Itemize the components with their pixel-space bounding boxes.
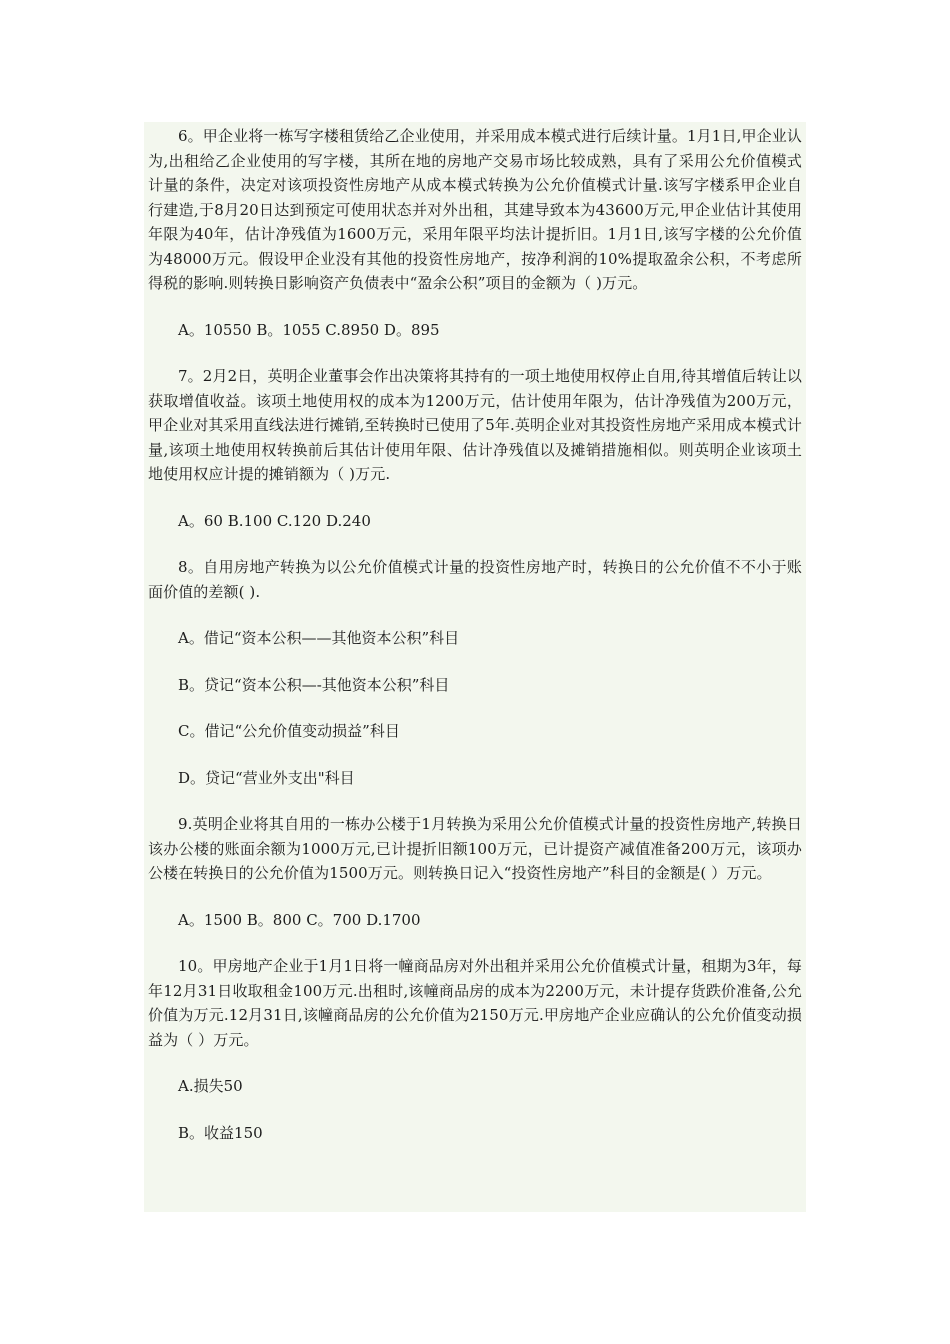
question-9-stem: 9.英明企业将其自用的一栋办公楼于1月转换为采用公允价值模式计量的投资性房地产,转换日该办公楼的账面余额为1000万元,已计提折旧额100万元，已计提资产减值准备200万元，该项办公楼在转换日的公允价值为1500万元。则转换日记入“投资性房地产”科目的金额是( ）万元。 [148, 815, 802, 882]
question-7-stem: 7。2月2日，英明企业董事会作出决策将其持有的一项土地使用权停止自用,待其增值后转让以获取增值收益。该项土地使用权的成本为1200万元，估计使用年限为，估计净残值为200万元，甲企业对其采用直线法进行摊销,至转换时已使用了5年.英明企业对其投资性房地产采用成本模式计量,该项土地使用权转换前后其估计使用年限、估计净残值以及摊销措施相似。则英明企业该项土地使用权应计提的摊销额为（ )万元. [148, 367, 802, 483]
document-content [144, 122, 806, 1212]
question-9-options: A。1500 B。800 C。700 D.1700 [178, 910, 421, 929]
question-8-option-c: C。借记“公允价值变动损益”科目 [178, 722, 400, 740]
question-7-options: A。60 B.100 C.120 D.240 [178, 511, 371, 530]
question-10-stem: 10。甲房地产企业于1月1日将一幢商品房对外出租并采用公允价值模式计量，租期为3年，每年12月31日收取租金100万元.出租时,该幢商品房的成本为2200万元，未计提存货跌价准备,公允价值为万元.12月31日,该幢商品房的公允价值为2150万元.甲房地产企业应确认的公允价值变动损益为（ ）万元。 [148, 957, 802, 1049]
question-10-option-b: B。收益150 [178, 1123, 263, 1142]
question-10-option-a: A.损失50 [178, 1077, 243, 1095]
question-6-stem: 6。甲企业将一栋写字楼租赁给乙企业使用，并采用成本模式进行后续计量。1月1日,甲企业认为,出租给乙企业使用的写字楼，其所在地的房地产交易市场比较成熟，具有了采用公允价值模式计量的条件，决定对该项投资性房地产从成本模式转换为公允价值模式计量.该写字楼系甲企业自行建造,于8月20日达到预定可使用状态并对外出租，其建导致本为43600万元,甲企业估计其使用年限为40年，估计净残值为1600万元，采用年限平均法计提折旧。1月1日,该写字楼的公允价值为48000万元。假设甲企业没有其他的投资性房地产，按净利润的10%提取盈余公积，不考虑所得税的影响.则转换日影响资产负债表中“盈余公积”项目的金额为（ )万元。 [148, 127, 802, 292]
question-8-option-b: B。贷记“资本公积—-其他资本公积”科目 [178, 675, 450, 694]
question-6-options: A。10550 B。1055 C.8950 D。895 [178, 320, 440, 339]
question-8-option-d: D。贷记“营业外支出"科目 [178, 768, 355, 787]
question-8-stem: 8。自用房地产转换为以公允价值模式计量的投资性房地产时，转换日的公允价值不不小于账面价值的差额( ). [148, 558, 802, 601]
question-8-option-a: A。借记“资本公积——其他资本公积”科目 [178, 629, 460, 647]
